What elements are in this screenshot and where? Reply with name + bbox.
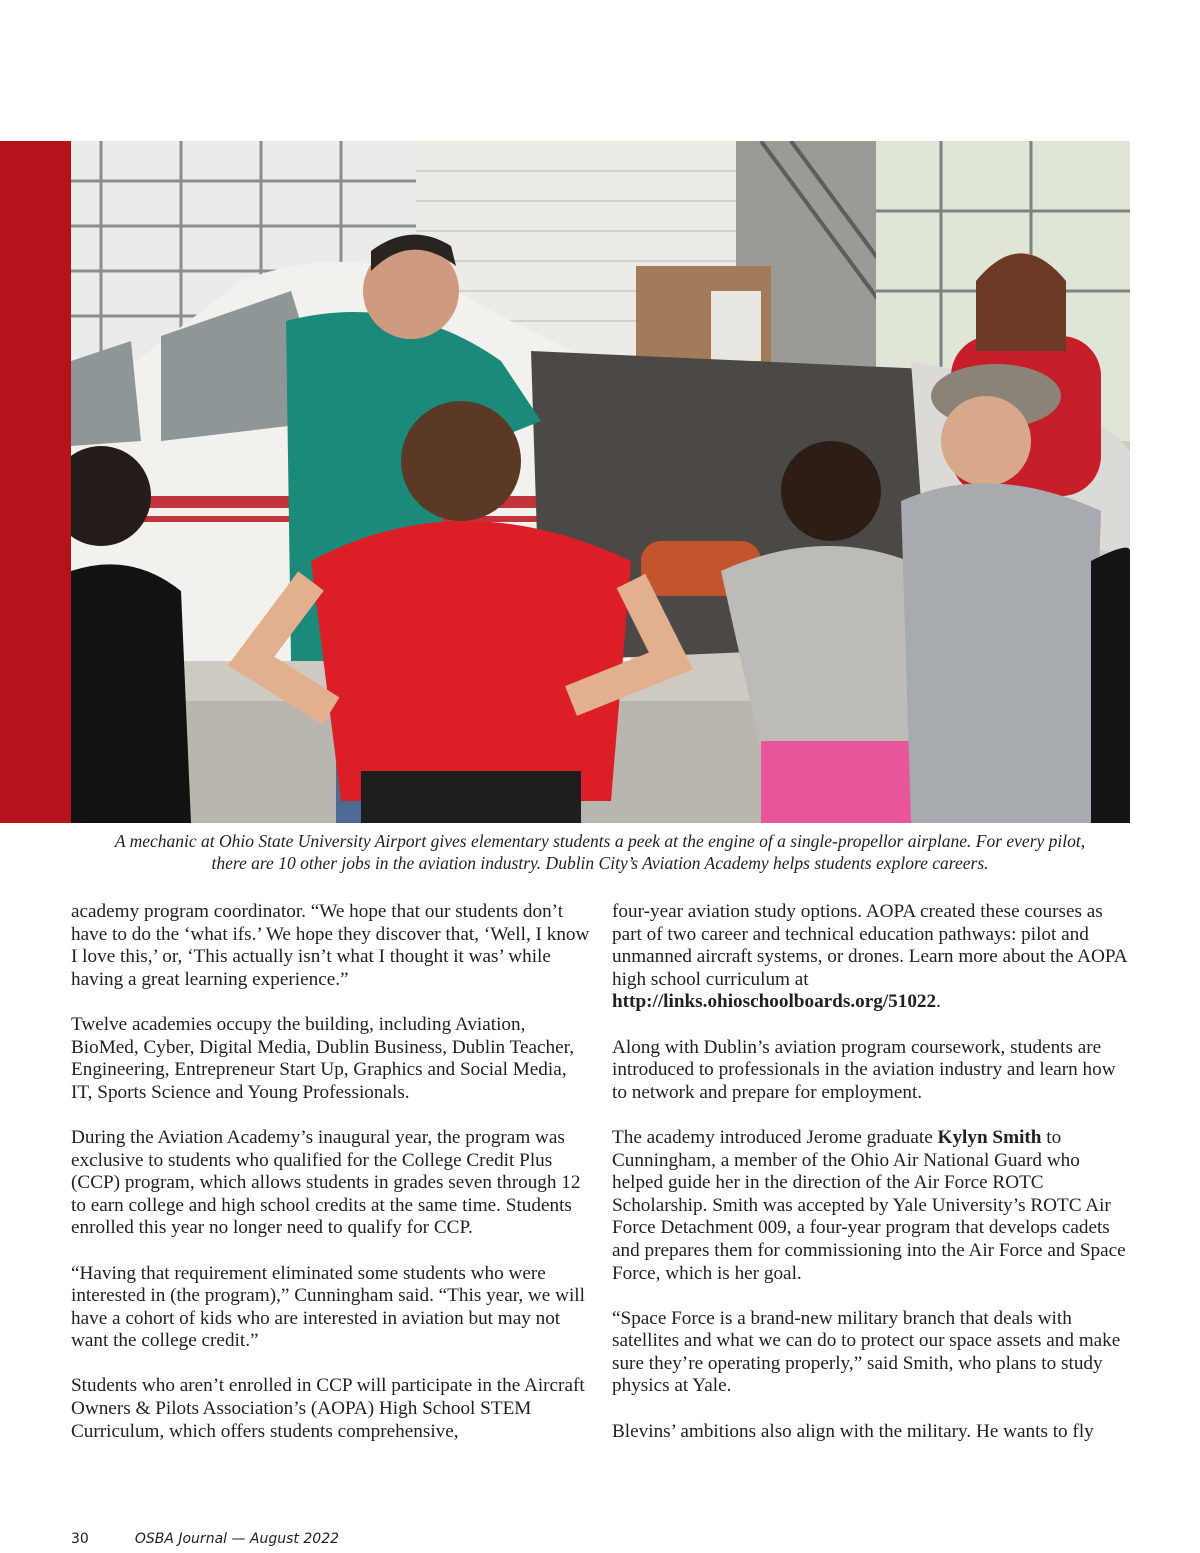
page-footer xyxy=(71,1531,339,1547)
paragraph xyxy=(612,901,1132,1014)
photo-caption xyxy=(60,830,1140,874)
paragraph: Twelve academies occupy the building, including Aviation, BioMed, Cyber, Digital Media, Dublin Business, Dublin Teacher, Engineering, Entrepreneur Start Up, Graphics and Social Media, IT, Sports Science and Young Professionals. xyxy=(71,1013,575,1103)
left-column xyxy=(71,901,591,1443)
paragraph: “Space Force is a brand-new military branch that deals with satellites and what we can do to protect our space assets and make sure they’re operating properly,” said Smith, who plans to study physics at Yale. xyxy=(612,1307,1121,1397)
paragraph xyxy=(612,1127,1132,1285)
paragraph: Blevins’ ambitions also align with the military. He wants to fly xyxy=(612,1420,1094,1442)
paragraph-text: four-year aviation study options. AOPA created these courses as part of two career and technical education pathways: pilot and unmanned aircraft systems, or drones. Learn more about the AOPA high school curriculum at xyxy=(612,901,1127,990)
paragraph-text: The academy introduced Jerome graduate xyxy=(612,1126,938,1148)
curriculum-link[interactable]: http://links.ohioschoolboards.org/51022 xyxy=(612,991,937,1013)
paragraph-end: . xyxy=(936,991,941,1013)
accent-bar xyxy=(0,141,71,823)
paragraph: Along with Dublin’s aviation program coursework, students are introduced to professionals in the aviation industry and learn how to network and prepare for employment. xyxy=(612,1036,1116,1103)
right-column xyxy=(612,901,1132,1443)
aviation-hangar-photo-icon xyxy=(71,141,1130,823)
paragraph-text: to Cunningham, a member of the Ohio Air National Guard who helped guide her in the direction of the Air Force ROTC Scholarship. Smith was accepted by Yale University’s ROTC Air Force Detachment 009, a four-year program that develops cadets and prepares them for commissioning into the Air Force and Space Force, which is her goal. xyxy=(612,1126,1126,1284)
paragraph: During the Aviation Academy’s inaugural year, the program was exclusive to students who qualified for the College Credit Plus (CCP) program, which allows students in grades seven through 12 to earn college and high school credits at the same time. Students enrolled this year no longer need to qualify for CCP. xyxy=(71,1126,581,1239)
paragraph: Students who aren’t enrolled in CCP will participate in the Aircraft Owners & Pilots Association’s (AOPA) High School STEM Curriculum, which offers students comprehensive, xyxy=(71,1375,585,1442)
person-name: Kylyn Smith xyxy=(937,1126,1042,1148)
caption-line-2: there are 10 other jobs in the aviation industry. Dublin City’s Aviation Academy helps students explore careers. xyxy=(211,853,989,873)
paragraph: academy program coordinator. “We hope that our students don’t have to do the ‘what ifs.’ We hope they discover that, ‘Well, I know I love this,’ or, ‘This actually isn’t what I thought it was’ while having a great learning experience.” xyxy=(71,901,590,990)
hangar-photo xyxy=(71,141,1130,823)
page-number: 30 xyxy=(71,1531,89,1547)
paragraph: “Having that requirement eliminated some students who were interested in (the program),” Cunningham said. “This year, we will have a cohort of kids who are interested in aviation but may not want the college credit.” xyxy=(71,1262,585,1352)
caption-line-1: A mechanic at Ohio State University Airport gives elementary students a peek at the engine of a single-propellor airplane. For every pilot, xyxy=(114,831,1086,851)
publication-name: OSBA Journal — August 2022 xyxy=(134,1531,340,1547)
